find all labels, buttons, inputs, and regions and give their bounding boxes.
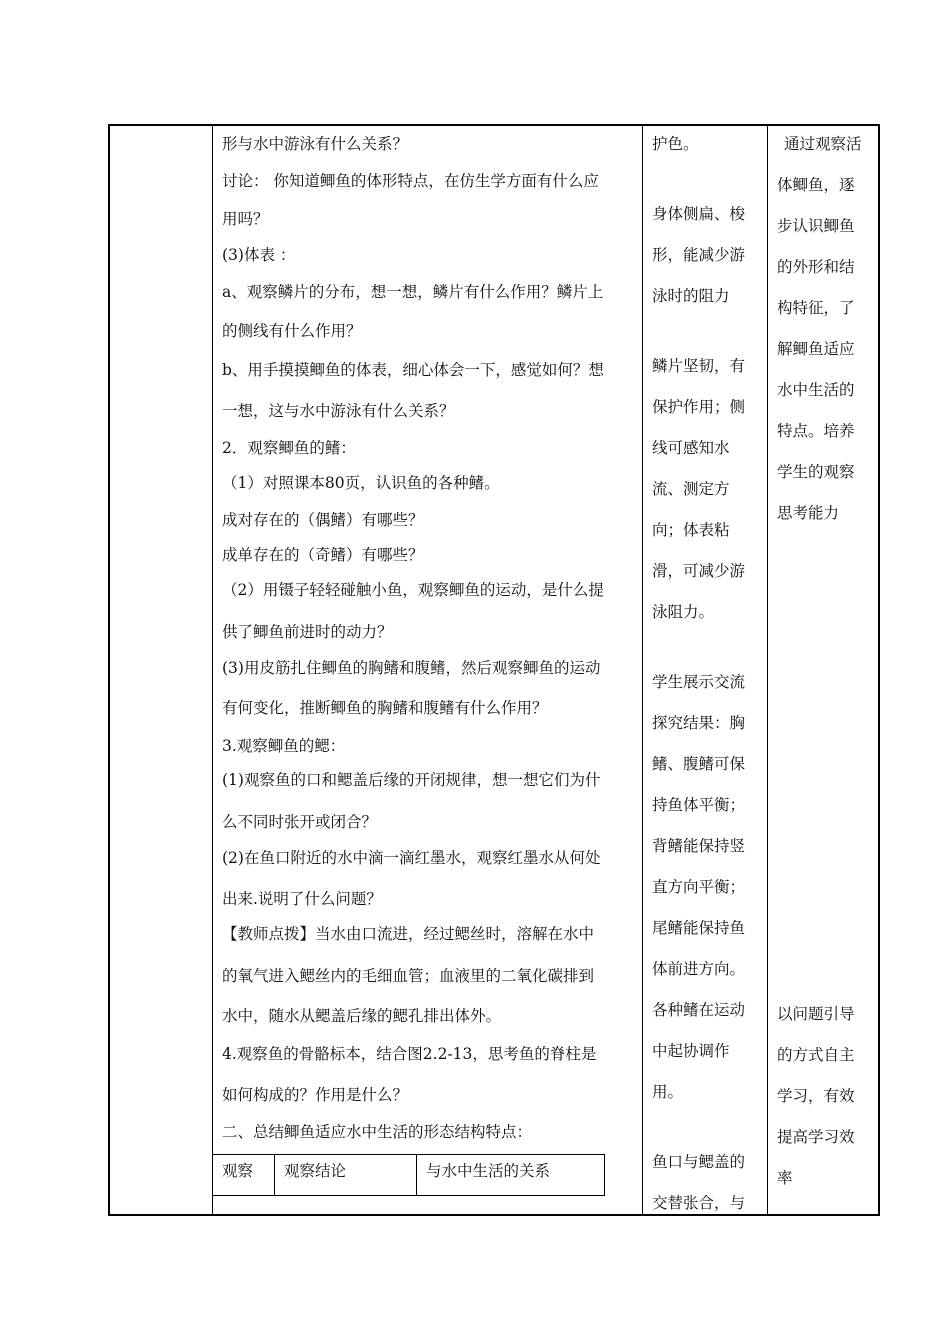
activity-line: 一想，这与水中游泳有什么关系？ — [222, 402, 455, 420]
blank-column — [110, 126, 213, 1214]
activity-line: 2．观察鲫鱼的鳍： — [222, 439, 356, 457]
activity-line: a、观察鳞片的分布，想一想，鳞片有什么作用？鳞片上 — [222, 283, 604, 301]
activity-line: 成对存在的（偶鳍）有哪些？ — [222, 511, 424, 529]
summary-header-relation: 与水中生活的关系 — [426, 1162, 551, 1180]
intent-line: 思考能力 — [777, 504, 840, 522]
summary-header-observe: 观察 — [213, 1155, 275, 1195]
activity-line: (1)观察鱼的口和鳃盖后缘的开闭规律，想一想它们为什 — [222, 771, 601, 789]
student-line: 形，能减少游 — [652, 246, 746, 264]
design-intent-column — [768, 126, 878, 1214]
activity-line: 的氧气进入鳃丝内的毛细血管；血液里的二氧化碳排到 — [222, 967, 595, 985]
student-line: 探究结果：胸 — [652, 714, 746, 732]
activity-line: 出来.说明了什么问题？ — [222, 890, 382, 908]
intent-line: 提高学习效 — [777, 1128, 855, 1146]
activity-line: 供了鲫鱼前进时的动力？ — [222, 623, 393, 641]
intent-line: 构特征，了 — [777, 299, 855, 317]
intent-line: 的外形和结 — [777, 258, 855, 276]
activity-line: 水中，随水从鳃盖后缘的鳃孔排出体外。 — [222, 1007, 502, 1025]
activity-line: (2)在鱼口附近的水中滴一滴红墨水，观察红墨水从何处 — [222, 849, 601, 867]
activity-line: (3)体表 ： — [222, 246, 296, 264]
intent-line: 的方式自主 — [777, 1046, 855, 1064]
student-line: 滑，可减少游 — [652, 562, 746, 580]
student-line: 用。 — [652, 1083, 684, 1101]
intent-line: 水中生活的 — [777, 381, 855, 399]
student-line: 鳍、腹鳍可保 — [652, 755, 746, 773]
student-line: 泳时的阻力 — [652, 287, 730, 305]
student-line: 泳阻力。 — [652, 603, 715, 621]
student-activity-column — [643, 126, 768, 1214]
intent-line: 学习，有效 — [777, 1087, 855, 1105]
activity-line: 二、总结鲫鱼适应水中生活的形态结构特点： — [222, 1123, 533, 1141]
student-line: 鳞片坚韧，有 — [652, 357, 746, 375]
intent-line: 以问题引导 — [777, 1005, 855, 1023]
student-line: 护色。 — [652, 135, 699, 153]
activities-column — [213, 126, 643, 1214]
activity-line: b、用手摸摸鲫鱼的体表，细心体会一下，感觉如何？想 — [222, 361, 604, 379]
intent-line: 通过观察活 — [784, 135, 862, 153]
activity-line: 的侧线有什么作用？ — [222, 322, 362, 340]
student-line: 流、测定方 — [652, 480, 730, 498]
student-line: 尾鳍能保持鱼 — [652, 919, 746, 937]
activity-line: 【教师点拨】当水由口流进，经过鳃丝时，溶解在水中 — [222, 925, 595, 943]
activity-line: 有何变化，推断鲫鱼的胸鳍和腹鳍有什么作用？ — [222, 699, 548, 717]
lesson-plan-table — [108, 124, 880, 1216]
student-line: 中起协调作 — [652, 1042, 730, 1060]
intent-line: 体鲫鱼，逐 — [777, 176, 855, 194]
activity-line: (3)用皮筋扎住鲫鱼的胸鳍和腹鳍，然后观察鲫鱼的运动 — [222, 659, 601, 677]
summary-header-conclusion: 观察结论 — [275, 1155, 417, 1195]
student-line: 体前进方向。 — [652, 960, 746, 978]
activity-line: 形与水中游泳有什么关系？ — [222, 135, 409, 153]
activity-line: 成单存在的（奇鳍）有哪些？ — [222, 546, 424, 564]
activity-line: 讨论： 你知道鲫鱼的体形特点，在仿生学方面有什么应 — [222, 172, 599, 190]
activity-line: 用吗？ — [222, 210, 269, 228]
activity-line: （2）用镊子轻轻碰触小鱼，观察鲫鱼的运动，是什么提 — [222, 581, 604, 599]
intent-line: 步认识鲫鱼 — [777, 217, 855, 235]
intent-line: 学生的观察 — [777, 463, 855, 481]
activity-line: 4.观察鱼的骨骼标本，结合图2.2-13，思考鱼的脊柱是 — [222, 1045, 597, 1063]
intent-line: 率 — [777, 1169, 793, 1187]
student-line: 背鳍能保持竖 — [652, 837, 746, 855]
activity-line: 3.观察鲫鱼的鳃： — [222, 737, 346, 755]
student-line: 身体侧扁、梭 — [652, 205, 746, 223]
student-line: 鱼口与鳃盖的 — [652, 1153, 746, 1171]
student-line: 保护作用；侧 — [652, 398, 746, 416]
activity-line: 么不同时张开或闭合？ — [222, 813, 378, 831]
student-line: 向；体表粘 — [652, 521, 730, 539]
student-line: 持鱼体平衡； — [652, 796, 746, 814]
student-line: 直方向平衡； — [652, 878, 746, 896]
summary-table — [212, 1154, 605, 1196]
student-line: 各种鳍在运动 — [652, 1001, 746, 1019]
intent-line: 特点。培养 — [777, 422, 855, 440]
intent-line: 解鲫鱼适应 — [777, 340, 855, 358]
student-line: 线可感知水 — [652, 439, 730, 457]
student-line: 交替张合，与 — [652, 1194, 746, 1212]
student-line: 学生展示交流 — [652, 673, 746, 691]
activity-line: （1）对照课本80页，认识鱼的各种鳍。 — [222, 474, 500, 492]
activity-line: 如何构成的？作用是什么？ — [222, 1086, 409, 1104]
